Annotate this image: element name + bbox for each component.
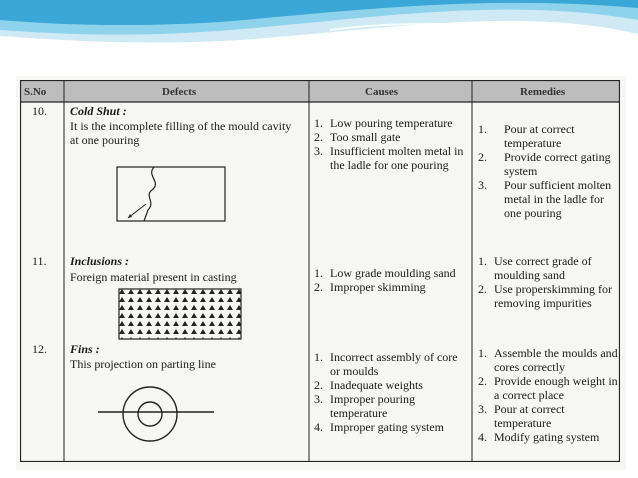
row-11-defect-desc: Foreign material present in casting: [70, 270, 237, 284]
list-item: 3. Insufficient molten metal in the ladle for one pouring: [314, 144, 464, 172]
list-item: 2. Use properskimming for removing impurities: [478, 282, 612, 310]
list-item: 2. Too small gate: [314, 130, 401, 144]
row-11-sno: 11.: [32, 254, 47, 268]
document-page: [16, 76, 626, 470]
banner-decoration: [0, 0, 638, 70]
fins-illustration: [96, 382, 216, 446]
row-10-defect-desc: It is the incomplete filling of the mould cavity at one pouring: [70, 119, 292, 147]
row-11-defect-title: Inclusions :: [70, 254, 130, 268]
cold-shut-illustration: [116, 166, 226, 222]
list-item: 4. Improper gating system: [314, 420, 444, 434]
inclusions-illustration: [118, 288, 242, 340]
header-remedies: Remedies: [520, 86, 566, 98]
defects-table: [20, 80, 620, 462]
list-item: 1. Low pouring temperature: [314, 116, 453, 130]
list-item: 1. Incorrect assembly of core or moulds: [314, 350, 458, 378]
row-11-causes: [314, 266, 464, 294]
row-12-defect-desc: This projection on parting line: [70, 357, 216, 371]
row-12-causes: [314, 350, 470, 434]
row-10-causes: [314, 116, 470, 172]
header-defects: Defects: [162, 86, 197, 98]
row-12-sno: 12.: [32, 342, 47, 356]
list-item: 1. Assemble the moulds and cores correctly: [478, 346, 618, 374]
list-item: 2. Provide correct gating system: [478, 150, 611, 178]
list-item: 2. Provide enough weight in a correct place: [478, 374, 618, 402]
row-10-sno: 10.: [32, 104, 47, 118]
list-item: 3. Pour at correct temperature: [478, 402, 565, 430]
row-11-remedies: [478, 254, 620, 310]
row-10-defect-title: Cold Shut :: [70, 104, 127, 118]
list-item: 1. Pour at correct temperature: [478, 122, 575, 150]
list-item: 2. Improper skimming: [314, 280, 426, 294]
row-12-defect-title: Fins :: [70, 342, 100, 356]
row-12-remedies: [478, 346, 620, 444]
list-item: 4. Modify gating system: [478, 430, 600, 444]
header-causes: Causes: [365, 86, 399, 98]
list-item: 3. Pour sufficient molten metal in the ladle for one pouring: [478, 178, 612, 220]
header-sno: S.No: [24, 86, 47, 98]
list-item: 1. Low grade moulding sand: [314, 266, 456, 280]
list-item: 2. Inadequate weights: [314, 378, 423, 392]
row-10-remedies: [478, 122, 620, 220]
list-item: 1. Use correct grade of moulding sand: [478, 254, 592, 282]
list-item: 3. Improper pouring temperature: [314, 392, 415, 420]
